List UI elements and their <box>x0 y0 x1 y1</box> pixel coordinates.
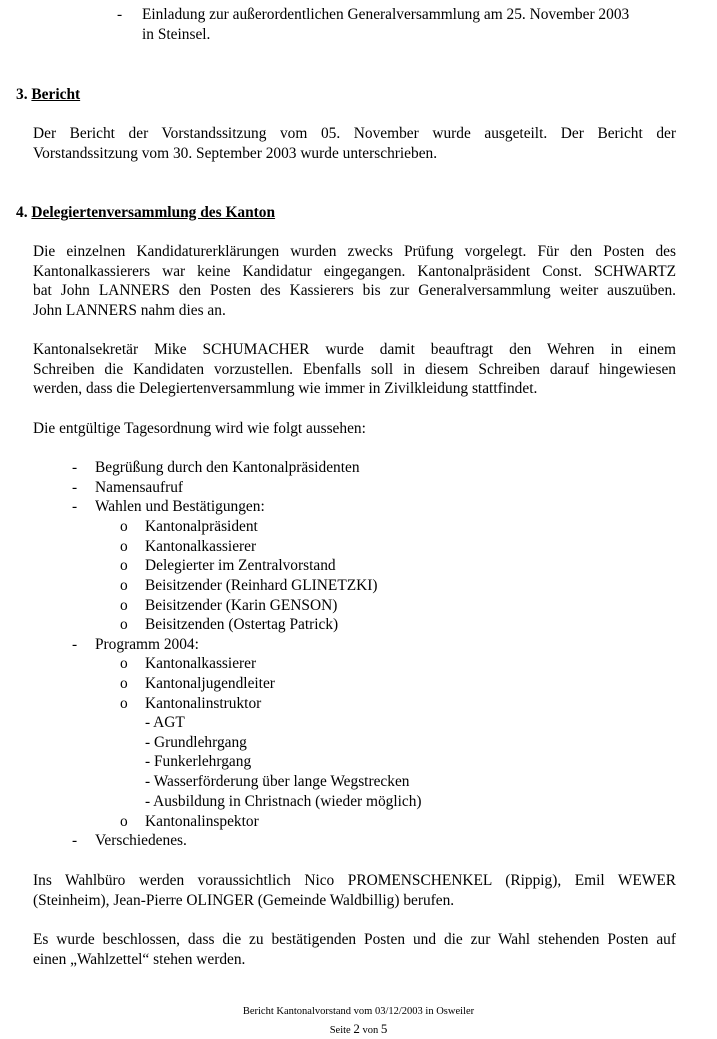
section-title: Bericht <box>31 86 81 103</box>
text-line: Kantonalkassierers war keine Kandidatur eingegangen. Kantonalpräsident Const. SCHWARTZ <box>33 262 676 280</box>
list-marker: - <box>117 6 123 23</box>
agenda-item: Programm 2004: <box>95 636 199 653</box>
intro-item-line1: Einladung zur außerordentlichen Generalversammlung am 25. November 2003 <box>142 6 630 23</box>
text-line: Vorstandssitzung vom 30. September 2003 wurde unterschrieben. <box>33 144 438 162</box>
agenda-item: Verschiedenes. <box>95 832 187 849</box>
intro-item-line2: in Steinsel. <box>142 26 211 43</box>
text-line: Schreiben die Kandidaten vorzustellen. Ebenfalls soll in diesem Schreiben darauf hingewiesen <box>33 360 676 378</box>
footer-report-line: Bericht Kantonalvorstand vom 03/12/2003 in Osweiler <box>242 1006 475 1017</box>
text-line: bat John LANNERS den Posten des Kassierers bis zur Generalversammlung weiter auszuüben. <box>33 282 676 299</box>
agenda-item: Wahlen und Bestätigungen: <box>95 498 265 515</box>
section-4-paragraph-3: Die entgültige Tagesordnung wird wie folgt aussehen: <box>33 420 366 437</box>
circle-marker: o <box>120 597 128 614</box>
footer-page-number <box>0 1021 717 1037</box>
text-line: werden, dass die Delegiertenversammlung wie immer in Zivilkleidung stattfindet. <box>33 380 538 397</box>
section-3-heading <box>16 86 80 104</box>
text-line: Kantonalsekretär Mike SCHUMACHER wurde damit beauftragt den Wehren in einem <box>33 341 676 358</box>
section-number: 4. <box>16 204 28 221</box>
agenda-subitem: Beisitzenden (Ostertag Patrick) <box>145 616 339 633</box>
agenda-subitem: Kantonalkassierer <box>145 538 257 555</box>
agenda-subitem: Kantonalinspektor <box>145 813 259 830</box>
text-line: Die einzelnen Kandidaturerklärungen wurden zwecks Prüfung vorgelegt. Für den Posten des <box>33 243 676 260</box>
text-line: Es wurde beschlossen, dass die zu bestätigenden Posten und die zur Wahl stehenden Posten auf <box>33 931 676 948</box>
dash-marker: - <box>72 479 78 496</box>
circle-marker: o <box>120 675 128 692</box>
circle-marker: o <box>120 557 128 574</box>
text-line: Der Bericht der Vorstandssitzung vom 05. November wurde ausgeteilt. Der Bericht der <box>33 125 676 142</box>
circle-marker: o <box>120 695 128 712</box>
agenda-item: Namensaufruf <box>95 479 184 496</box>
page-current: 2 <box>353 1021 360 1036</box>
dash-marker: - <box>72 832 78 849</box>
agenda-subitem: Delegierter im Zentralvorstand <box>145 557 336 574</box>
page-prefix: Seite <box>329 1025 351 1036</box>
circle-marker: o <box>120 655 128 672</box>
circle-marker: o <box>120 577 128 594</box>
circle-marker: o <box>120 616 128 633</box>
instruktor-subitem: - Grundlehrgang <box>145 734 247 751</box>
section-title: Delegiertenversammlung des Kanton <box>31 204 276 221</box>
agenda-subitem: Kantonalinstruktor <box>145 695 262 712</box>
agenda-subitem: Kantonalkassierer <box>145 655 257 672</box>
section-4-paragraph-1 <box>33 242 676 320</box>
text-line: einen „Wahlzettel“ stehen werden. <box>33 950 246 968</box>
agenda-subitem: Beisitzender (Karin GENSON) <box>145 597 338 614</box>
agenda-subitem: Kantonalpräsident <box>145 518 258 535</box>
dash-marker: - <box>72 498 78 515</box>
page-mid: von <box>362 1025 379 1036</box>
section-4-paragraph-4 <box>33 871 676 910</box>
text-line: Ins Wahlbüro werden voraussichtlich Nico PROMENSCHENKEL (Rippig), Emil WEWER <box>33 872 676 889</box>
instruktor-subitem: - Ausbildung in Christnach (wieder möglich) <box>145 793 422 810</box>
text-line: (Steinheim), Jean-Pierre OLINGER (Gemeinde Waldbillig) berufen. <box>33 891 455 909</box>
agenda-subitem: Kantonaljugendleiter <box>145 675 275 692</box>
instruktor-subitem: - Funkerlehrgang <box>145 753 252 770</box>
circle-marker: o <box>120 813 128 830</box>
circle-marker: o <box>120 518 128 535</box>
section-4-paragraph-2 <box>33 340 676 399</box>
instruktor-subitem: - Wasserförderung über lange Wegstrecken <box>145 773 410 790</box>
section-number: 3. <box>16 86 28 103</box>
agenda-subitem: Beisitzender (Reinhard GLINETZKI) <box>145 577 378 594</box>
circle-marker: o <box>120 538 128 555</box>
section-4-heading <box>16 204 275 222</box>
dash-marker: - <box>72 459 78 476</box>
text-line: John LANNERS nahm dies an. <box>33 301 226 319</box>
dash-marker: - <box>72 636 78 653</box>
section-3-paragraph <box>33 124 676 163</box>
instruktor-subitem: - AGT <box>145 714 185 731</box>
agenda-item: Begrüßung durch den Kantonalpräsidenten <box>95 459 360 476</box>
section-4-paragraph-5 <box>33 930 676 969</box>
page-total: 5 <box>380 1021 388 1036</box>
